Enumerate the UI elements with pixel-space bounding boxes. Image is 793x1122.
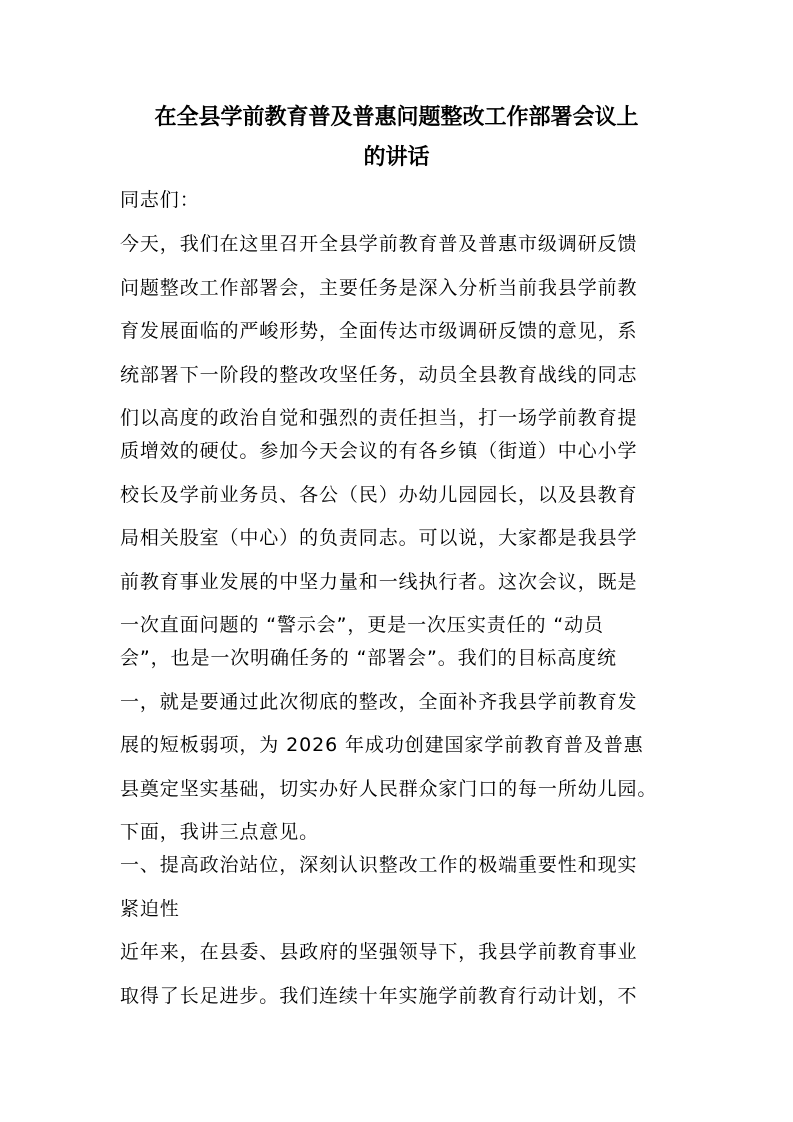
body-line: 下面，我讲三点意见。	[120, 821, 320, 843]
body-line: 取得了长足进步。我们连续十年实施学前教育行动计划，不	[120, 985, 638, 1007]
body-line: 今天，我们在这里召开全县学前教育普及普惠市级调研反馈	[120, 233, 638, 255]
body-line: 一，就是要通过此次彻底的整改，全面补齐我县学前教育发	[120, 691, 638, 713]
body-line: 前教育事业发展的中坚力量和一线执行者。这次会议，既是	[120, 571, 638, 593]
section-heading: 一、提高政治站位，深刻认识整改工作的极端重要性和现实	[120, 854, 638, 876]
salutation: 同志们：	[120, 189, 200, 211]
body-line: 统部署下一阶段的整改攻坚任务，动员全县教育战线的同志	[120, 364, 638, 386]
body-line: 局相关股室（中心）的负责同志。可以说，大家都是我县学	[120, 527, 638, 549]
body-line: 展的短板弱项，为 2026 年成功创建国家学前教育普及普惠	[120, 734, 644, 756]
body-line: 们以高度的政治自觉和强烈的责任担当，打一场学前教育提	[120, 407, 638, 429]
body-line: 县奠定坚实基础，切实办好人民群众家门口的每一所幼儿园。	[120, 778, 658, 800]
body-line: 会”，也是一次明确任务的 “部署会”。我们的目标高度统	[120, 647, 617, 669]
document-title-line-1: 在全县学前教育普及普惠问题整改工作部署会议上	[154, 105, 639, 130]
body-line: 问题整改工作部署会，主要任务是深入分析当前我县学前教	[120, 277, 638, 299]
body-line: 近年来，在县委、县政府的坚强领导下，我县学前教育事业	[120, 941, 638, 963]
document-title-line-2: 的讲话	[363, 145, 430, 170]
body-line: 质增效的硬仗。参加今天会议的有各乡镇（街道）中心小学	[120, 440, 638, 462]
body-line: 校长及学前业务员、各公（民）办幼儿园园长，以及县教育	[120, 484, 638, 506]
section-heading: 紧迫性	[120, 898, 180, 920]
body-line: 一次直面问题的 “警示会”，更是一次压实责任的 “动员	[120, 614, 604, 636]
body-line: 育发展面临的严峻形势，全面传达市级调研反馈的意见，系	[120, 320, 638, 342]
